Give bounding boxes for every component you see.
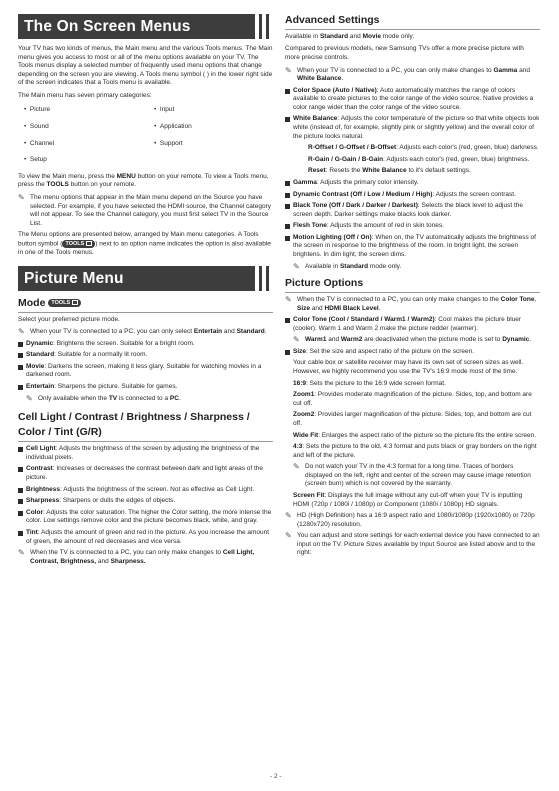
banner-title: The On Screen Menus: [24, 18, 191, 35]
category-item: • Picture: [24, 106, 154, 115]
cell-pc-note: ✎ When the TV is connected to a PC, you can only make changes to Cell Light, Contrast, Brightness, and Sharpness.: [18, 549, 273, 566]
gamma-item: Gamma: Adjusts the primary color intensity.: [285, 179, 540, 188]
store-settings-note: ✎ You can adjust and store settings for each external device you have connected to an input on the TV. Picture Sizes available by Input Source are listed above and to the right:: [285, 532, 540, 558]
right-column: [285, 14, 540, 561]
cell-light-heading-2: Color / Tint (G/R): [18, 426, 273, 442]
size-option: Zoom2: Provides larger magnification of the picture. Sides, top, and bottom are cut off.: [293, 411, 532, 427]
banner-stripes: [252, 266, 273, 291]
mode-heading: Mode TOOLS: [18, 297, 273, 313]
mode-item: Entertain: Sharpens the picture. Suitable for games.: [18, 383, 273, 392]
advanced-pc-note: ✎ When your TV is connected to a PC, you can only make changes to Gamma and White Balance.: [285, 67, 540, 84]
on-screen-menus-banner: [18, 14, 273, 39]
size-option: Wide Fit: Enlarges the aspect ratio of the picture so the picture fits the entire screen.: [293, 431, 537, 439]
view-menu-paragraph: To view the Main menu, press the MENU button on your remote. To view a Tools menu, press the TOOLS button on your remote.: [18, 172, 269, 189]
cell-item: Sharpness: Sharpens or dulls the edges of objects.: [18, 497, 273, 506]
mode-item: Movie: Darkens the screen, making it less glary. Suitable for watching movies in a darkened room.: [18, 363, 273, 380]
wb-gain-item: R-Gain / G-Gain / B-Gain: Adjusts each color's (red, green, blue) brightness.: [308, 155, 530, 163]
picture-menu-banner: [18, 266, 273, 291]
color-space-item: Color Space (Auto / Native): Auto automatically matches the range of colors available to create pictures to the color range of the video source. Native provides a color range wider than the color range of the video source.: [285, 87, 540, 113]
source-note: ✎ The menu options that appear in the Main menu depend on the Source you have selected. For example, if you have selected the HDMI source, the Channel category will not appear. To see the Channel category, you must first select TV in the Source List.: [18, 194, 273, 228]
tools-menu-icon: [72, 300, 78, 305]
page-number: - 2 -: [270, 773, 282, 780]
picture-options-heading: Picture Options: [285, 277, 540, 293]
warm-note: ✎ Warm1 and Warm2 are deactivated when the picture mode is set to Dynamic.: [293, 336, 540, 345]
arranged-paragraph: The Menu options are presented below, arranged by Main menu categories. A Tools button symbol ( TOOLS ) next to an option name indicates the option is also available in one of the Tools menus.: [18, 231, 271, 257]
size-option: 16:9: Sets the picture to the 16:9 wide screen format.: [293, 379, 446, 387]
picture-menu-title: Picture Menu: [24, 269, 124, 287]
category-item: • Sound: [24, 123, 154, 132]
size-option: Zoom1: Provides moderate magnification of the picture. Sides, top, and bottom are cut off.: [293, 391, 532, 407]
categories-intro: The Main menu has seven primary categories:: [18, 91, 152, 99]
black-tone-item: Black Tone (Off / Dark / Darker / Darkest): Selects the black level to adjust the screen depth. Darker settings make blacks look darker.: [285, 202, 540, 219]
categories-list: [24, 106, 273, 164]
dynamic-contrast-item: Dynamic Contrast (Off / Low / Medium / High): Adjusts the screen contrast.: [285, 191, 540, 200]
color-tone-item: Color Tone (Cool / Standard / Warm1 / Warm2): Cool makes the picture bluer (cooler). Warm 1 and Warm 2 make the picture redder (warmer).: [285, 316, 540, 333]
advanced-settings-heading: Advanced Settings: [285, 14, 540, 30]
intro-paragraph: Your TV has two kinds of menus, the Main menu and the various Tools menus. The Main menu gives you access to most or all of the menu options available on your TV. The Tools menus display a selected number of frequently used menu options that change depending on the screen you are viewing. A Tools menu symbol ( ) in the lower right side of the screen indicates that a Tools menu is available.: [18, 45, 273, 87]
wb-reset-item: Reset: Resets the White Balance to it's default settings.: [308, 167, 471, 175]
entertain-note: ✎ Only available when the TV is connected to a PC.: [26, 395, 273, 404]
mode-item: Standard: Suitable for a normally lit room.: [18, 351, 273, 360]
cell-item: Cell Light: Adjusts the brightness of the screen by adjusting the brightness of the individual pixels.: [18, 445, 273, 462]
four-three-note: ✎ Do not watch your TV in the 4:3 format for a long time. Traces of borders displayed on the left, right and center of the screen may cause image retention (screen burn) which is not covered by the warranty.: [293, 463, 540, 489]
screen-fit-option: Screen Fit: Displays the full image without any cut-off when your TV is inputting HDMI (720p / 1080i / 1080p) or Component (1080i / 1080p) HD signals.: [293, 492, 523, 508]
left-column: [18, 14, 273, 569]
motion-note: ✎ Available in Standard mode only.: [293, 263, 540, 272]
category-item: • Channel: [24, 140, 154, 149]
flesh-tone-item: Flesh Tone: Adjusts the amount of red in skin tones.: [285, 222, 540, 231]
motion-lighting-item: Motion Lighting (Off / On): When on, the TV automatically adjusts the brightness of the screen in response to the brightness of the room. In bright light, the screen brightens. In dim light, the screen dims.: [285, 234, 540, 260]
tools-menu-icon: [86, 241, 92, 246]
cell-item: Contrast: Increases or decreases the contrast between dark and light areas of the picture.: [18, 465, 273, 482]
mode-description: Select your preferred picture mode.: [18, 315, 120, 323]
size-intro: Your cable box or satellite receiver may have its own set of screen sizes as well. However, we highly recommend you use the TV's 16:9 mode most of the time.: [293, 359, 524, 376]
category-item: • Support: [154, 140, 274, 149]
size-item: Size: Set the size and aspect ratio of the picture on the screen.: [285, 348, 540, 357]
cell-light-heading: Cell Light / Contrast / Brightness / Sharpness /: [18, 411, 250, 424]
tools-badge: TOOLS: [62, 240, 95, 248]
picture-options-pc-note: ✎ When the TV is connected to a PC, you can only make changes to the Color Tone, Size and HDMI Black Level.: [285, 296, 540, 313]
cell-item: Tint: Adjusts the amount of green and red in the picture. As you increase the amount of green, the amount of red decreases and vice versa.: [18, 529, 273, 546]
white-balance-item: White Balance: Adjusts the color temperature of the picture so that white objects look white (instead of, for example, slightly pink or slightly yellow) and the overall color of the picture looks natural.: [285, 115, 540, 141]
hd-note: ✎ HD (High Definition) has a 16:9 aspect ratio and 1080i/1080p (1920x1080) or 720p (1280x720) resolution.: [285, 512, 540, 529]
category-item: • Application: [154, 123, 274, 132]
cell-item: Color: Adjusts the color saturation. The higher the Color setting, the more intense the color. Low settings remove color and the picture becomes black, white, and gray.: [18, 509, 273, 526]
advanced-intro: Compared to previous models, new Samsung TVs offer a more precise picture with more precise controls.: [285, 45, 524, 62]
category-item: • Setup: [24, 156, 154, 165]
mode-pc-note: ✎ When your TV is connected to a PC, you can only select Entertain and Standard.: [18, 328, 273, 337]
cell-item: Brightness: Adjusts the brightness of the screen. Not as effective as Cell Light.: [18, 486, 273, 495]
mode-item: Dynamic: Brightens the screen. Suitable for a bright room.: [18, 340, 273, 349]
size-option: 4:3: Sets the picture to the old, 4:3 format and puts black or gray borders on the right and left of the picture.: [293, 443, 537, 459]
advanced-availability: Available in Standard and Movie mode only.: [285, 32, 415, 40]
category-item: • Input: [154, 106, 274, 115]
wb-offset-item: R-Offset / G-Offset / B-Offset: Adjusts each color's (red, green, blue) darkness.: [308, 144, 539, 152]
tools-badge: TOOLS: [48, 299, 81, 307]
banner-stripes: [252, 14, 273, 39]
